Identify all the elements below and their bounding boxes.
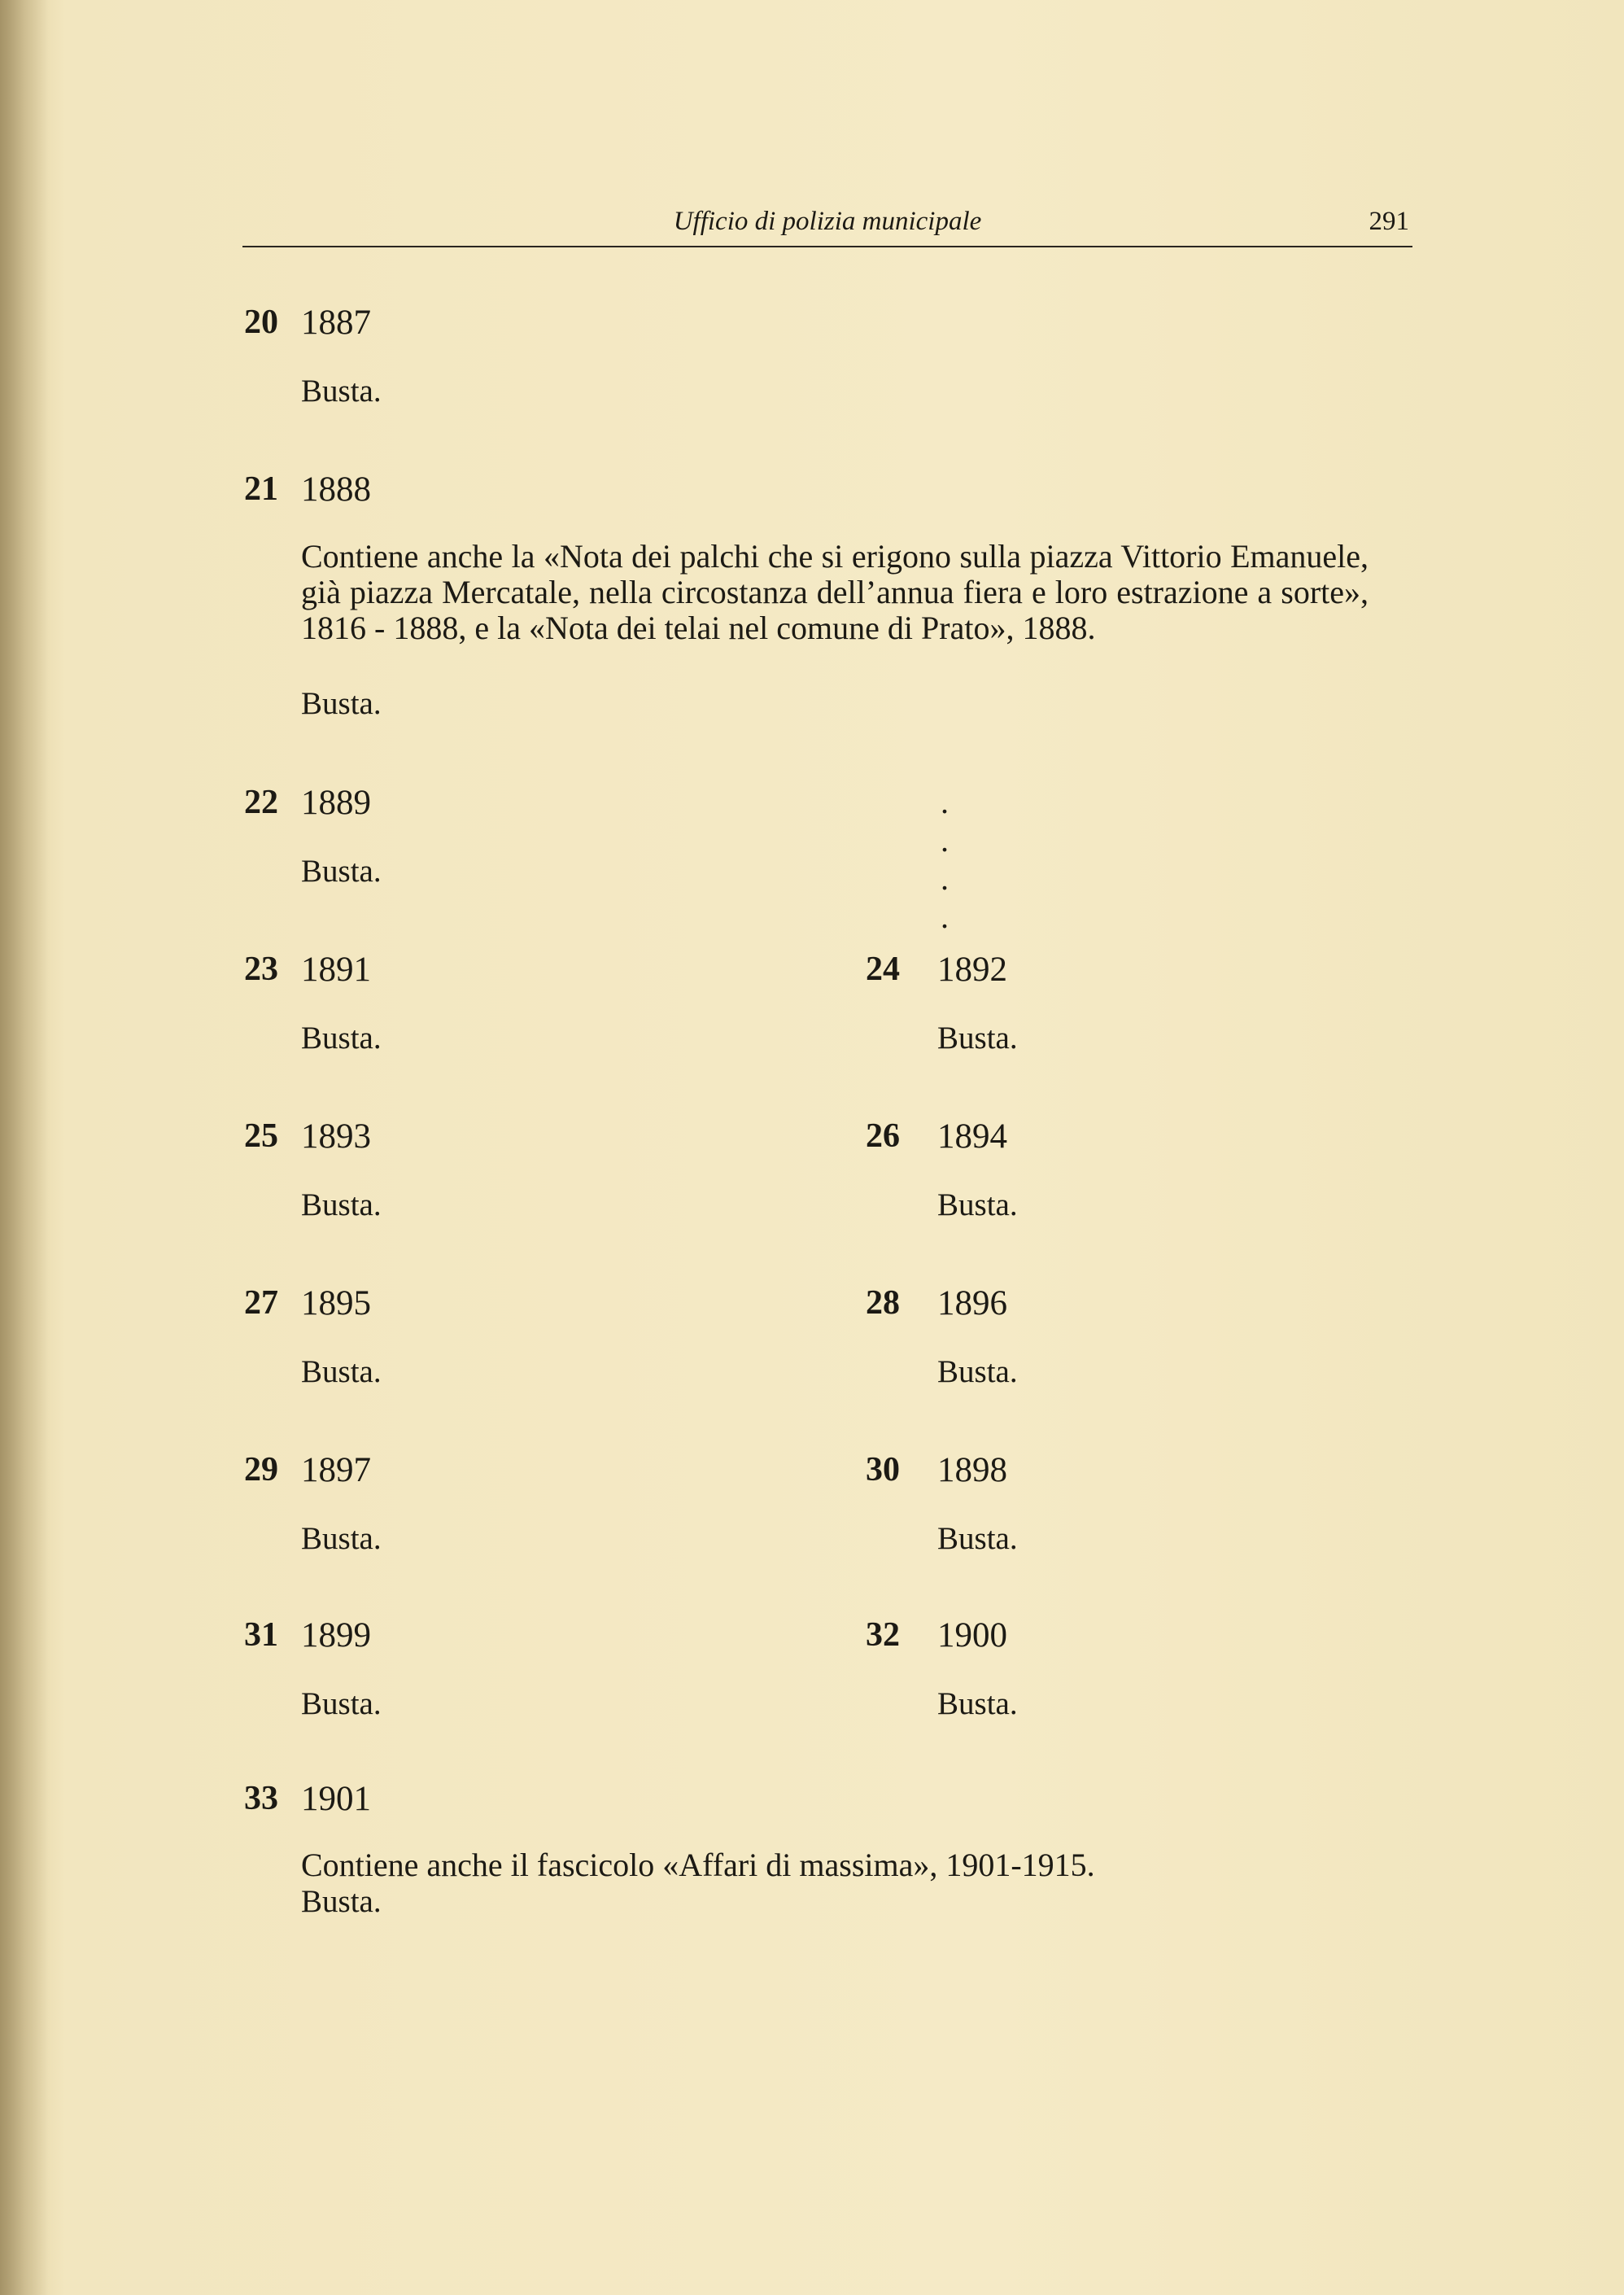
entry-year: 1887 xyxy=(301,304,371,342)
entry-number: 23 xyxy=(244,951,278,988)
entry-year: 1898 xyxy=(937,1451,1007,1489)
book-spine-shadow xyxy=(0,0,49,2295)
entry-year: 1900 xyxy=(937,1616,1007,1655)
entry-year: 1896 xyxy=(937,1284,1007,1322)
entry-year: 1899 xyxy=(301,1616,371,1655)
entry-number: 32 xyxy=(866,1616,900,1654)
entry-busta: Busta. xyxy=(937,1686,1018,1721)
entry-year: 1895 xyxy=(301,1284,371,1322)
entry-busta: Busta. xyxy=(937,1021,1018,1056)
entry-busta: Busta. xyxy=(301,1354,382,1389)
entry-number: 26 xyxy=(866,1117,900,1155)
entry-number: 33 xyxy=(244,1780,278,1817)
entry-busta: Busta. xyxy=(937,1354,1018,1389)
page-number: 291 xyxy=(1369,207,1409,236)
entry-number: 29 xyxy=(244,1451,278,1488)
running-header xyxy=(242,205,1412,247)
entry-year: 1888 xyxy=(301,470,371,509)
entry-year: 1897 xyxy=(301,1451,371,1489)
entry-busta: Busta. xyxy=(301,1187,382,1222)
entry-year: 1893 xyxy=(301,1117,371,1156)
entry-year: 1889 xyxy=(301,784,371,822)
entry-number: 31 xyxy=(244,1616,278,1654)
entry-busta: Busta. xyxy=(301,1521,382,1556)
entry-number: 27 xyxy=(244,1284,278,1322)
header-title: Ufficio di polizia municipale xyxy=(673,207,982,236)
entry-number: 25 xyxy=(244,1117,278,1155)
entry-year: 1901 xyxy=(301,1780,371,1818)
entry-number: 28 xyxy=(866,1284,900,1322)
entry-description: Contiene anche il fascicolo «Affari di massima», 1901-1915. xyxy=(301,1847,1095,1883)
entry-number: 30 xyxy=(866,1451,900,1488)
entry-busta: Busta. xyxy=(301,374,382,409)
entry-description: Contiene anche la «Nota dei palchi che si erigono sulla piazza Vittorio Emanuele, già piazza Mercatale, nella circostanza dell’annua fiera e loro estrazione a sorte», 1816 - 1888, e la «Nota dei telai nel comune di Prato», 1888. xyxy=(301,538,1369,646)
entry-year: 1894 xyxy=(937,1117,1007,1156)
entry-busta: Busta. xyxy=(301,1021,382,1056)
entry-year: 1891 xyxy=(301,951,371,989)
ellipsis-dots: . . . . xyxy=(941,784,955,935)
entry-busta: Busta. xyxy=(301,1884,382,1919)
entry-busta: Busta. xyxy=(937,1187,1018,1222)
entry-number: 22 xyxy=(244,784,278,821)
entry-number: 20 xyxy=(244,304,278,341)
entry-busta: Busta. xyxy=(301,854,382,889)
entry-number: 21 xyxy=(244,470,278,508)
entry-busta: Busta. xyxy=(301,686,382,721)
entry-busta: Busta. xyxy=(301,1686,382,1721)
entry-number: 24 xyxy=(866,951,900,988)
entry-year: 1892 xyxy=(937,951,1007,989)
entry-busta: Busta. xyxy=(937,1521,1018,1556)
